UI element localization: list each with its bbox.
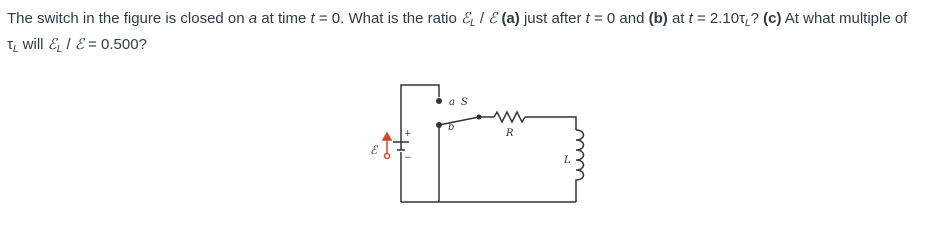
terminal-a-label: a — [449, 97, 455, 108]
part-b-label: (b) — [648, 10, 668, 27]
part-c-label: (c) — [763, 10, 782, 27]
switch-pivot — [477, 115, 482, 120]
switch-label: S — [461, 97, 468, 108]
resistor — [494, 112, 525, 122]
wire-resistor-inductor — [525, 117, 576, 130]
rl-circuit-figure — [360, 80, 600, 210]
battery-minus-label: − — [404, 153, 412, 163]
inductor-label: L — [564, 155, 571, 166]
terminal-a — [436, 98, 442, 104]
inductor — [576, 130, 584, 202]
part-a-label: (a) — [501, 10, 520, 27]
question-text: The switch in the figure is closed on a at time t = 0. What is the ratio ℰ$_L$ / ℰ (a) just after t = 0 and (b) at $t = 2.10\tau_L$? (c) At what multiple of $\tau_L$ will ℰ$_L$ / ℰ = 0.500? — [7, 9, 908, 55]
terminal-b-label: b — [448, 122, 455, 133]
terminal-b — [436, 122, 442, 128]
wire-top — [401, 85, 439, 150]
battery-plus-label: + — [404, 129, 412, 139]
emf-label: ℰ — [370, 143, 378, 157]
emf-arrow — [383, 133, 391, 159]
switch-blade — [439, 117, 479, 125]
resistor-label: R — [506, 128, 514, 139]
